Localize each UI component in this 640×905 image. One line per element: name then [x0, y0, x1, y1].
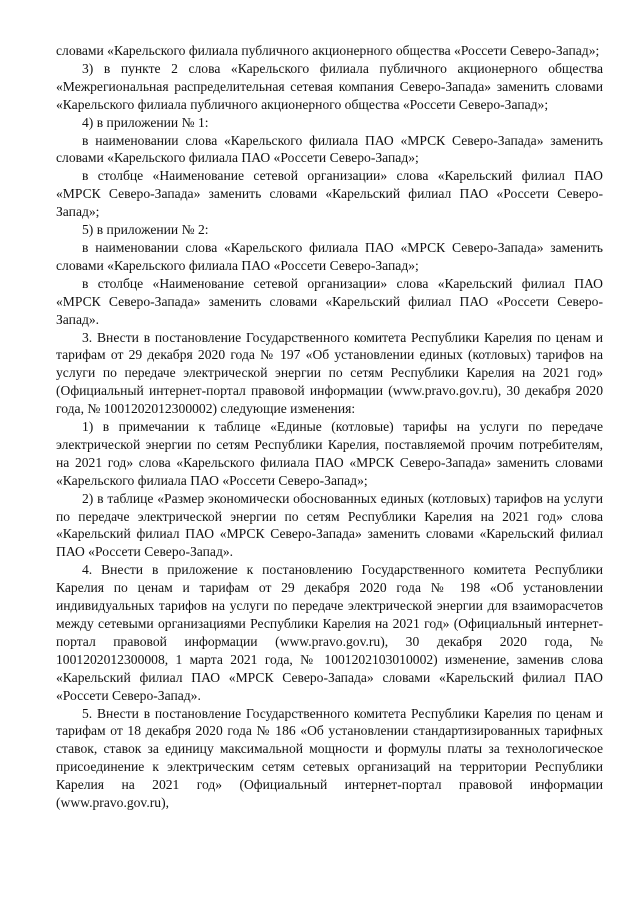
- paragraph-item-4-name: в наименовании слова «Карельского филиала ПАО «МРСК Северо-Запада» заменить словами «Карельского филиала ПАО «Россети Северо-Запад»;: [56, 132, 603, 166]
- paragraph-item-4-column: в столбце «Наименование сетевой организации» слова «Карельский филиал ПАО «МРСК Северо-Запада» заменить словами «Карельский филиал ПАО «Россети Северо-Запад»;: [56, 168, 603, 220]
- paragraph-item-3: 3) в пункте 2 слова «Карельского филиала публичного акционерного общества «Межрегиональная распределительная сетевая компания Северо-Запада» заменить словами «Карельского филиала публичного акционерного общества «Россети Северо-Запад»;: [56, 60, 603, 112]
- paragraph-item-4-heading: 4) в приложении № 1:: [82, 114, 209, 130]
- paragraph-section-3-item-2: 2) в таблице «Размер экономически обоснованных единых (котловых) тарифов на услуги по передаче электрической энергии по сетям Республики Карелия на 2021 год» слова «Карельский филиал ПАО «МРСК Северо-Запада» заменить словами «Карельский филиал ПАО «Россети Северо-Запад».: [56, 490, 603, 560]
- paragraph-section-3-item-1: 1) в примечании к таблице «Единые (котловые) тарифы на услуги по передаче электрической энергии по сетям Республики Карелия, поставляемой прочим потребителям, на 2021 год» слова «Карельского филиала ПАО «МРСК Северо-Запада» заменить словами «Карельского филиала ПАО «Россети Северо-Запад»;: [56, 419, 603, 488]
- paragraph-item-5-heading: 5) в приложении № 2:: [82, 222, 209, 238]
- paragraph-section-5: 5. Внести в постановление Государственного комитета Республики Карелия по ценам и тарифам от 18 декабря 2020 года № 186 «Об установлении стандартизированных тарифных ставок, ставок за единицу максимальной мощности и формулы платы за технологическое присоединение к электрическим сетям сетевых организаций на территории Республики Карелия на 2021 год» (Официальный интернет-портал правовой информации (www.pravo.gov.ru),: [56, 705, 603, 811]
- document-page: [56, 42, 603, 812]
- paragraph-section-3: 3. Внести в постановление Государственного комитета Республики Карелия по ценам и тарифам от 29 декабря 2020 года № 197 «Об установлении единых (котловых) тарифов на услуги по передаче электрической энергии по сетям Республики Карелия на 2021 год» (Официальный интернет-портал правовой информации (www.pravo.gov.ru), 30 декабря 2020 года, № 1001202012300002) следующие изменения:: [56, 329, 603, 417]
- paragraph-item-5-name: в наименовании слова «Карельского филиала ПАО «МРСК Северо-Запада» заменить словами «Карельского филиала ПАО «Россети Северо-Запад»;: [56, 239, 603, 273]
- paragraph-item-5-column: в столбце «Наименование сетевой организации» слова «Карельский филиал ПАО «МРСК Северо-Запада» заменить словами «Карельский филиал ПАО «Россети Северо-Запад».: [56, 275, 603, 327]
- paragraph-section-4: 4. Внести в приложение к постановлению Государственного комитета Республики Карелия по ценам и тарифам от 29 декабря 2020 года № 198 «Об установлении индивидуальных тарифов на услуги по передаче электрической энергии для взаиморасчетов между сетевыми организациями Республики Карелия на 2021 год» (Официальный интернет-портал правовой информации (www.pravo.gov.ru), 30 декабря 2020 года, № 1001202012300008, 1 марта 2021 года, № 1001202103010002) изменение, заменив слова «Карельский филиал ПАО «МРСК Северо-Запада» словами «Карельский филиал ПАО «Россети Северо-Запад».: [56, 562, 603, 703]
- paragraph-continuation: словами «Карельского филиала публичного акционерного общества «Россети Северо-Запад»;: [56, 43, 600, 58]
